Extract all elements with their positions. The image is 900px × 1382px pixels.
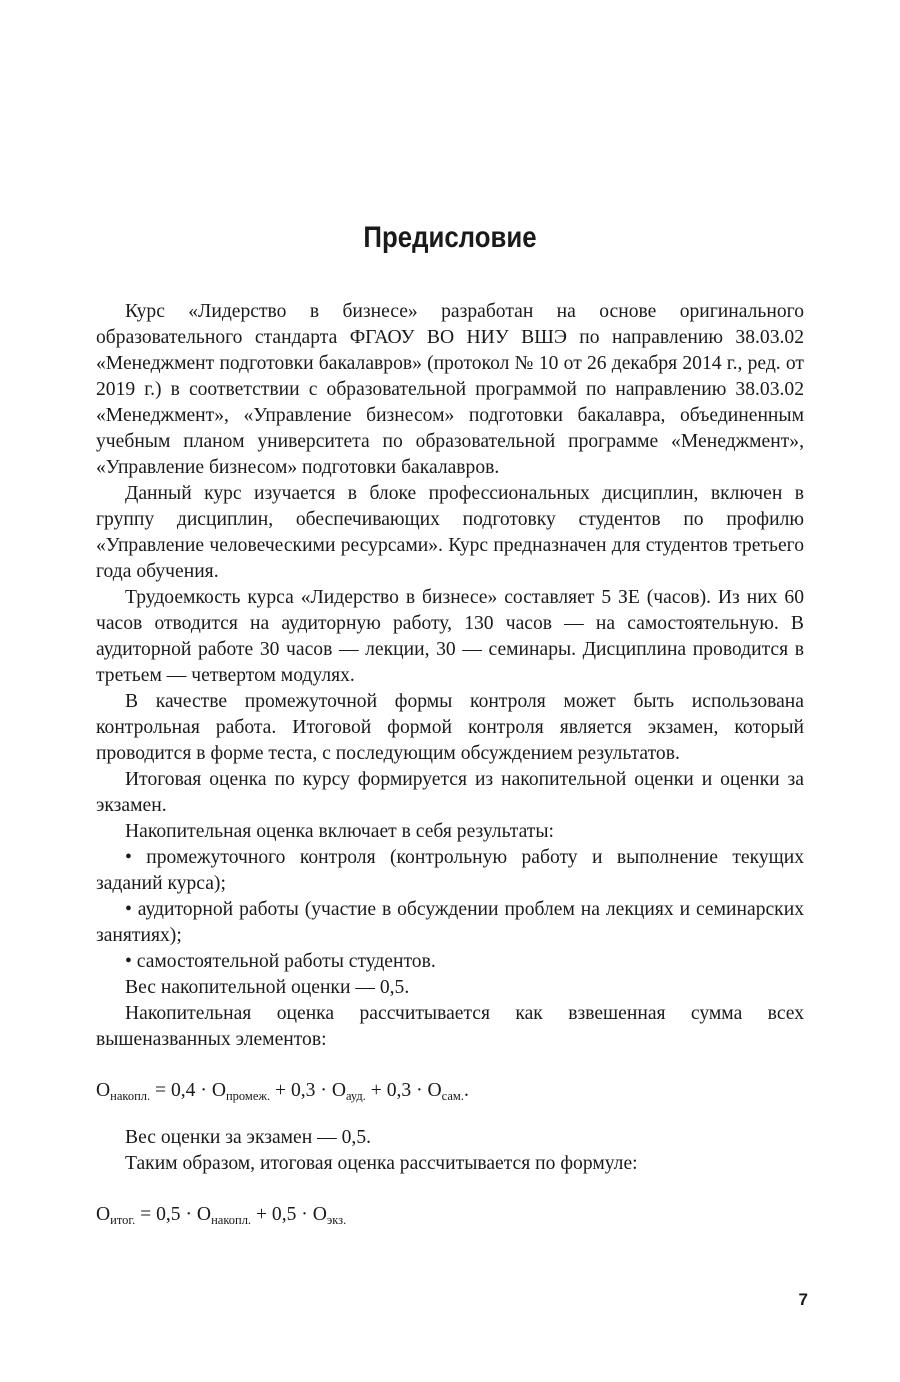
list-item-classroom-work: • аудиторной работы (участие в обсуждении проблем на лекциях и семинарских занятиях);	[96, 899, 804, 946]
page-title: Предисловие	[363, 221, 537, 254]
paragraph-accum-calc: Накопительная оценка рассчитывается как взвешенная сумма всех вышеназванных элементов:	[96, 1003, 804, 1050]
paragraph-exam-weight: Вес оценки за экзамен — 0,5.	[125, 1127, 372, 1148]
body-text	[96, 299, 804, 1228]
paragraph-final-grade: Итоговая оценка по курсу формируется из накопительной оценки и оценки за экзамен.	[96, 769, 804, 816]
paragraph-course-block: Данный курс изучается в блоке профессиональных дисциплин, включен в группу дисциплин, обеспечивающих подготовку студентов по профилю «Управление человеческими ресурсами». Курс предназначен для студентов третьего года обучения.	[96, 483, 804, 582]
formula-accumulated: $О_{накопл.} = 0,4 \cdot О_{промеж.} + 0,3 \cdot О_{ауд.} + 0,3 \cdot О_{сам.}$.	[96, 1080, 469, 1103]
formula-final: $О_{итог.} = 0,5 \cdot О_{накопл.} + 0,5 \cdot О_{экз.}$	[96, 1204, 347, 1227]
paragraph-course-basis: Курс «Лидерство в бизнесе» разработан на основе оригинального образовательного стандарта ФГАОУ ВО НИУ ВШЭ по направлению 38.03.02 «Менеджмент подготовки бакалавров» (протокол № 10 от 26 декабря 2014 г., ред. от 2019 г.) в соответствии с образовательной программой по направлению 38.03.02 «Менеджмент», «Управление бизнесом» подготовки бакалавра, объединенным учебным планом университета по образовательной программе «Менеджмент», «Управление бизнесом» подготовки бакалавров.	[96, 301, 804, 478]
paragraph-control-form: В качестве промежуточной формы контроля может быть использована контрольная работа. Итоговой формой контроля является экзамен, который проводится в форме теста, с последующим обсуждением результатов.	[96, 691, 804, 764]
page-number: 7	[798, 1290, 808, 1309]
paragraph-workload: Трудоемкость курса «Лидерство в бизнесе» составляет 5 ЗЕ (часов). Из них 60 часов отводится на аудиторную работу, 130 часов — на самостоятельную. В аудиторной работе 30 часов — лекции, 30 — семинары. Дисциплина проводится в третьем — четвертом модулях.	[96, 587, 804, 686]
paragraph-final-formula-intro: Таким образом, итоговая оценка рассчитывается по формуле:	[125, 1153, 638, 1174]
paragraph-accum-includes: Накопительная оценка включает в себя результаты:	[125, 821, 554, 842]
list-item-interim-control: • промежуточного контроля (контрольную работу и выполнение текущих заданий курса);	[96, 847, 804, 894]
paragraph-accum-weight: Вес накопительной оценки — 0,5.	[125, 977, 410, 998]
list-item-independent-work: • самостоятельной работы студентов.	[125, 951, 436, 972]
